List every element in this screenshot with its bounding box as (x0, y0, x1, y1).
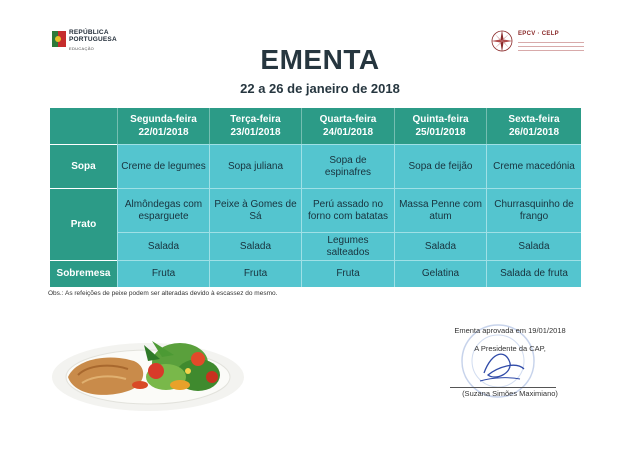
acompanhamento-tuesday: Salada (209, 232, 301, 260)
prato-monday: Almôndegas com esparguete (117, 188, 209, 232)
day-header-tuesday (209, 108, 301, 144)
school-abbr: EPCV · CELP (518, 31, 559, 37)
day-name: Terça-feira (230, 114, 281, 125)
approval-date: Ementa aprovada em 19/01/2018 (454, 326, 566, 335)
sobremesa-friday: Salada de fruta (486, 260, 581, 287)
acompanhamento-friday: Salada (486, 232, 581, 260)
acompanhamento-monday: Salada (117, 232, 209, 260)
sobremesa-tuesday: Fruta (209, 260, 301, 287)
table-corner (50, 108, 117, 144)
prato-friday: Churrasquinho de frango (486, 188, 581, 232)
sobremesa-monday: Fruta (117, 260, 209, 287)
sobremesa-thursday: Gelatina (394, 260, 486, 287)
prato-tuesday: Peixe à Gomes de Sá (209, 188, 301, 232)
gov-name: REPÚBLICA PORTUGUESA (69, 29, 117, 43)
day-name: Quarta-feira (319, 114, 377, 125)
acompanhamento-thursday: Salada (394, 232, 486, 260)
day-header-monday (117, 108, 209, 144)
page-title: EMENTA (260, 44, 380, 75)
sopa-monday: Creme de legumes (117, 144, 209, 188)
sobremesa-wednesday: Fruta (301, 260, 394, 287)
signature-line (450, 387, 556, 388)
sopa-friday: Creme macedónia (486, 144, 581, 188)
gov-sub: EDUCAÇÃO (69, 46, 95, 51)
row-label-prato: Prato (50, 188, 117, 260)
sopa-wednesday: Sopa de espinafres (301, 144, 394, 188)
day-date: 24/01/2018 (322, 127, 374, 138)
acompanhamento-wednesday: Legumes salteados (301, 232, 394, 260)
day-date: 26/01/2018 (508, 127, 560, 138)
day-name: Quinta-feira (412, 114, 469, 125)
day-name: Sexta-feira (508, 114, 560, 125)
row-label-sopa: Sopa (50, 144, 117, 188)
sopa-tuesday: Sopa juliana (209, 144, 301, 188)
sopa-thursday: Sopa de feijão (394, 144, 486, 188)
menu-table (50, 108, 581, 287)
food-plate-image (48, 315, 248, 415)
approval-role: A Presidente da CAP, (474, 344, 546, 353)
observation-note: Obs.: As refeições de peixe podem ser alteradas devido à escassez do mesmo. (48, 290, 278, 297)
week-range: 22 a 26 de janeiro de 2018 (240, 81, 400, 96)
day-header-friday (486, 108, 581, 144)
prato-wednesday: Perú assado no forno com batatas (301, 188, 394, 232)
day-name: Segunda-feira (130, 114, 197, 125)
prato-thursday: Massa Penne com atum (394, 188, 486, 232)
row-label-sobremesa: Sobremesa (50, 260, 117, 287)
day-header-thursday (394, 108, 486, 144)
signer-name: (Suzana Simões Maximiano) (462, 389, 558, 398)
day-date: 22/01/2018 (138, 127, 189, 138)
day-date: 23/01/2018 (230, 127, 281, 138)
day-date: 25/01/2018 (415, 127, 466, 138)
day-header-wednesday (301, 108, 394, 144)
